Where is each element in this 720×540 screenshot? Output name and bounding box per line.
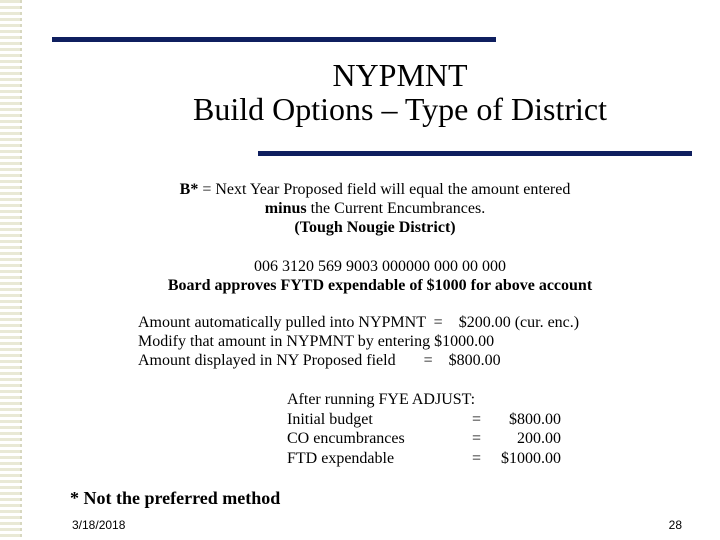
fye-row-label: Initial budget (287, 411, 373, 428)
fye-header: After running FYE ADJUST: (287, 391, 476, 408)
b-definition-line2-text: the Current Encumbrances. (306, 200, 486, 217)
fye-row (287, 430, 567, 448)
fye-row-value: $1000.00 (501, 450, 561, 467)
b-definition-line1 (150, 181, 600, 199)
page-number: 28 (668, 518, 682, 532)
modify-amount-line: Modify that amount in NYPMNT by entering $1000.00 (138, 333, 495, 350)
fye-row-equals: = (472, 450, 482, 467)
preferred-method-note: * Not the preferred method (70, 488, 281, 508)
fye-row (287, 450, 567, 468)
slide-title-line2: Build Options – Type of District (192, 91, 608, 127)
fye-row-value: 200.00 (517, 430, 561, 447)
fye-row-value: $800.00 (509, 411, 561, 428)
left-decorative-stripe (0, 0, 22, 540)
district-name: (Tough Nougie District) (294, 219, 456, 236)
b-definition-minus: minus (264, 200, 307, 217)
account-number: 006 3120 569 9003 000000 000 00 000 (254, 258, 506, 275)
fye-row-equals: = (472, 411, 482, 428)
slide-title-line1: NYPMNT (332, 57, 468, 93)
fye-table (287, 411, 567, 471)
footer-date: 3/18/2018 (72, 518, 126, 532)
amount-displayed-line: Amount displayed in NY Proposed field = $800.00 (138, 352, 501, 369)
title-top-rule (52, 37, 496, 42)
title-bottom-rule (258, 151, 692, 156)
slide-title (150, 58, 650, 126)
fye-row-label: CO encumbrances (287, 430, 405, 447)
board-approval-line: Board approves FYTD expendable of $1000 for above account (167, 277, 593, 294)
fye-row-equals: = (472, 430, 482, 447)
amount-pulled-line: Amount automatically pulled into NYPMNT = $200.00 (cur. enc.) (138, 314, 580, 331)
fye-row (287, 411, 567, 429)
b-definition-text: = Next Year Proposed field will equal the amount entered (198, 181, 571, 198)
b-definition-key: B* (179, 181, 199, 198)
fye-row-label: FTD expendable (287, 450, 395, 467)
b-definition-line2 (150, 200, 600, 218)
